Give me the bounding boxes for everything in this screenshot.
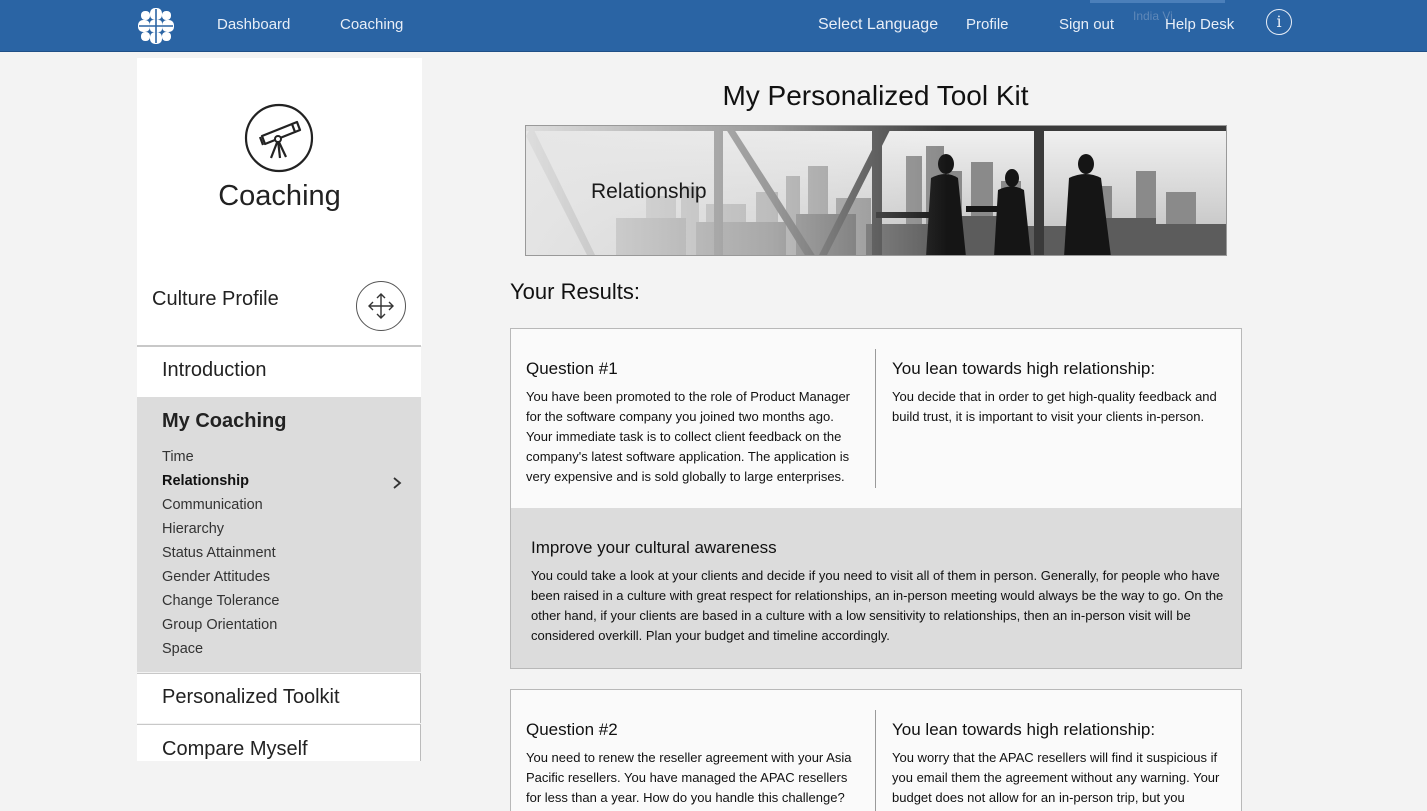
coaching-topic-space[interactable]: Space (162, 641, 204, 657)
info-icon[interactable]: i (1266, 9, 1292, 35)
coaching-topic-time[interactable]: Time (162, 449, 194, 465)
lean-text: You worry that the APAC resellers will find it suspicious if you email them the agreement without any warning. Your budget does not allow for an in-person trip, but you (892, 750, 1220, 805)
question-text: You need to renew the reseller agreement with your Asia Pacific resellers. You have managed the APAC resellers for less than a year. How do you handle this challenge? (526, 750, 852, 805)
top-navigation-bar (0, 0, 1427, 52)
banner-label: Relationship (591, 180, 707, 203)
move-arrows-icon (357, 282, 405, 330)
question-title: Question #2 (526, 720, 618, 739)
sidebar-item-label: Introduction (162, 359, 267, 381)
nav-coaching-link[interactable]: Coaching (340, 16, 404, 33)
coaching-topic-gender-attitudes[interactable]: Gender Attitudes (162, 569, 271, 585)
coaching-topic-group-orientation[interactable]: Group Orientation (162, 617, 278, 633)
app-logo-icon[interactable] (137, 7, 175, 45)
results-heading: Your Results: (510, 279, 641, 304)
coaching-topic-status-attainment[interactable]: Status Attainment (162, 545, 276, 561)
improve-awareness-panel (511, 508, 1241, 669)
coaching-topic-relationship[interactable]: Relationship (162, 473, 250, 489)
nav-dashboard-link[interactable]: Dashboard (217, 16, 291, 33)
sidebar-section-title: Coaching (218, 180, 341, 212)
question-text: You have been promoted to the role of Product Manager for the software company you joined two months ago. Your immediate task is to collect client feedback on the company's latest software application. The application is very expensive and is sold globally to large enterprises. (526, 389, 851, 484)
my-coaching-title[interactable]: My Coaching (162, 410, 287, 432)
column-divider (875, 710, 876, 811)
my-coaching-section (137, 397, 421, 672)
question-card (510, 328, 1242, 669)
column-divider (875, 349, 876, 488)
select-language-link[interactable]: Select Language (818, 16, 939, 33)
sidebar-item-compare-myself[interactable] (137, 724, 421, 761)
improve-text: You could take a look at your clients and decide if you need to visit all of them in person. Generally, for people who have been raised in a culture with great respect for relationships, an in-person meeting would always be the way to go. On the other hand, if your clients are based in a culture with a low sensitivity to relationships, then an in-person visit will be considered overkill. Plan your budget and timeline accordingly. (531, 568, 1224, 643)
question-column (526, 720, 861, 808)
page-title: My Personalized Tool Kit (722, 80, 1029, 111)
sidebar-header (137, 58, 422, 346)
language-dropdown-tab[interactable] (1090, 0, 1225, 3)
topic-banner (525, 125, 1227, 256)
help-desk-link[interactable]: Help Desk (1165, 16, 1235, 33)
culture-profile-heading: Culture Profile (152, 288, 279, 310)
question-column (526, 359, 861, 487)
coaching-topic-communication[interactable]: Communication (162, 497, 263, 513)
question-card (510, 689, 1242, 811)
sidebar-item-label: Compare Myself (162, 738, 308, 760)
sign-out-link[interactable]: Sign out (1059, 16, 1115, 33)
coaching-topic-list (162, 448, 279, 664)
result-column (892, 359, 1237, 427)
question-title: Question #1 (526, 359, 618, 378)
profile-link[interactable]: Profile (966, 16, 1009, 33)
chevron-right-icon (391, 476, 403, 490)
sidebar-item-introduction[interactable] (137, 347, 421, 397)
sidebar-item-label: Personalized Toolkit (162, 686, 340, 708)
coaching-topic-hierarchy[interactable]: Hierarchy (162, 521, 225, 537)
lean-title: You lean towards high relationship: (892, 359, 1156, 378)
lean-text: You decide that in order to get high-quality feedback and build trust, it is important to visit your clients in-person. (892, 389, 1217, 424)
result-column (892, 720, 1237, 808)
move-button[interactable] (356, 281, 406, 331)
sidebar-item-personalized-toolkit[interactable] (137, 673, 421, 723)
improve-title: Improve your cultural awareness (531, 538, 777, 557)
telescope-icon (244, 103, 314, 173)
coaching-topic-change-tolerance[interactable]: Change Tolerance (162, 593, 280, 609)
lean-title: You lean towards high relationship: (892, 720, 1156, 739)
language-hint: India Vi (1133, 9, 1173, 23)
